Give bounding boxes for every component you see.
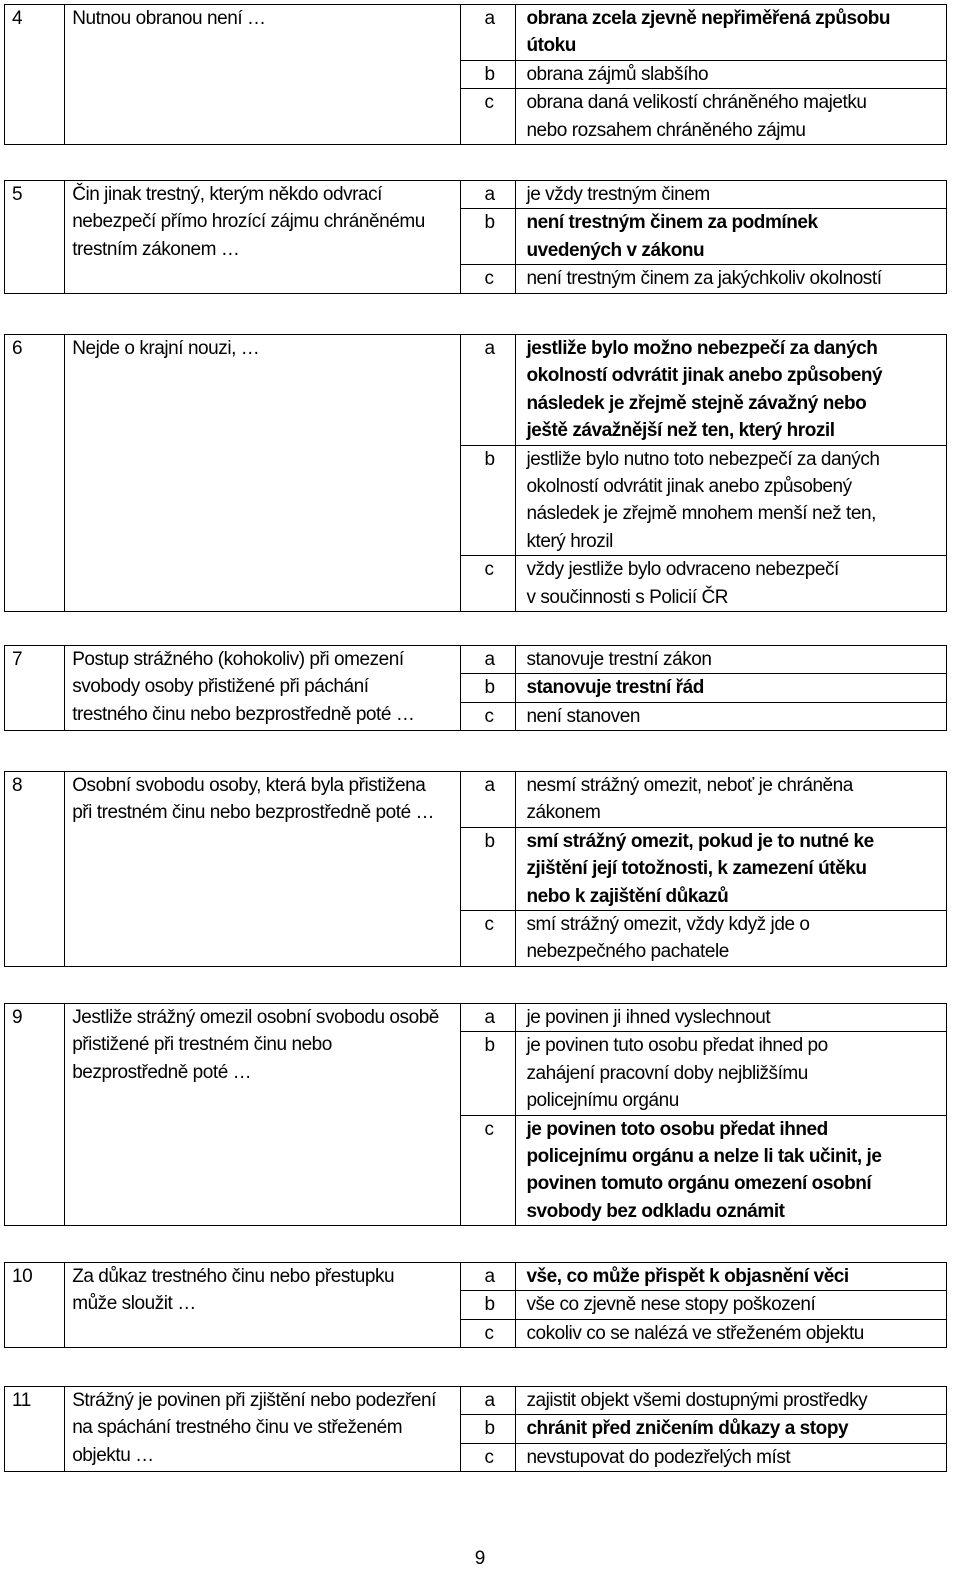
answer-text xyxy=(516,5,946,60)
answer-letter: c xyxy=(461,1444,516,1471)
answer-text-line: stanovuje trestní zákon xyxy=(526,649,712,670)
answer-text xyxy=(516,1032,946,1114)
answer-text xyxy=(516,828,946,910)
answer-option-b[interactable] xyxy=(461,827,946,910)
answer-letter: b xyxy=(461,209,516,264)
answer-option-a[interactable] xyxy=(461,1004,946,1031)
answer-text-line: chránit před zničením důkazy a stopy xyxy=(526,1418,849,1440)
question-text xyxy=(65,335,461,612)
answer-options xyxy=(461,181,947,294)
answer-option-b[interactable] xyxy=(461,1414,946,1442)
question-number-text: 6 xyxy=(12,338,23,359)
answer-option-c[interactable] xyxy=(461,264,946,292)
answer-text-line: zjištění její totožnosti, k zamezení útěku xyxy=(526,858,867,880)
answer-text-line: vždy jestliže bylo odvraceno nebezpečí xyxy=(526,559,839,581)
answer-text xyxy=(516,703,946,730)
answer-option-b[interactable] xyxy=(461,445,946,556)
question-number xyxy=(5,646,65,731)
question-text-line: Nutnou obranou není … xyxy=(72,8,266,29)
question-text-line: přistižené při trestném činu nebo xyxy=(72,1034,332,1056)
answer-text-line: smí strážný omezit, pokud je to nutné ke xyxy=(526,830,874,852)
answer-option-a[interactable] xyxy=(461,181,946,208)
question-number-text: 5 xyxy=(12,184,23,205)
answer-letter: b xyxy=(461,446,516,556)
answer-text-line: v součinnosti s Policií ČR xyxy=(526,586,729,608)
answer-text-line: cokoliv co se nalézá ve střeženém objektu xyxy=(526,1322,864,1344)
question-text xyxy=(65,1263,461,1348)
question-9 xyxy=(4,1003,947,1226)
answer-text-line: je vždy trestným činem xyxy=(526,184,710,205)
question-4 xyxy=(4,4,947,145)
answer-letter: a xyxy=(461,1004,516,1031)
answer-text xyxy=(516,265,946,292)
answer-option-a[interactable] xyxy=(461,772,946,827)
question-text-line: svobody osoby přistižené při páchání xyxy=(72,676,369,698)
answer-options xyxy=(461,1263,947,1348)
answer-letter: b xyxy=(461,1032,516,1114)
answer-option-c[interactable] xyxy=(461,1443,946,1471)
answer-text-line: který hrozil xyxy=(526,530,613,552)
answer-text xyxy=(516,335,946,445)
answer-text-line: následek je zřejmě stejně závažný nebo xyxy=(526,392,867,414)
answer-text-line: svobody bez odkladu oznámit xyxy=(526,1200,785,1222)
question-row xyxy=(5,772,947,967)
answer-text-line: okolností odvrátit jinak anebo způsobený xyxy=(526,475,852,497)
question-number-text: 8 xyxy=(12,775,23,796)
question-number-text: 9 xyxy=(12,1007,23,1028)
question-number xyxy=(5,1263,65,1348)
question-text-line: na spáchání trestného činu ve střeženém xyxy=(72,1417,403,1439)
answer-text-line: je povinen toto osobu předat ihned xyxy=(526,1118,828,1140)
answer-text-line: obrana daná velikostí chráněného majetku xyxy=(526,92,867,114)
question-number xyxy=(5,335,65,612)
answer-options xyxy=(461,5,947,145)
answer-options xyxy=(461,646,947,731)
answer-letter: b xyxy=(461,1415,516,1442)
answer-text-line: nesmí strážný omezit, neboť je chráněna xyxy=(526,775,853,796)
answer-text-line: není trestným činem za jakýchkoliv okolností xyxy=(526,268,882,290)
question-text-line: bezprostředně poté … xyxy=(72,1061,252,1083)
answer-text xyxy=(516,674,946,701)
question-row xyxy=(5,1387,947,1472)
answer-text-line: nebezpečného pachatele xyxy=(526,941,729,963)
answer-letter: c xyxy=(461,703,516,730)
answer-text xyxy=(516,1263,946,1290)
answer-text xyxy=(516,1320,946,1347)
answer-letter: b xyxy=(461,1291,516,1318)
answer-options xyxy=(461,335,947,612)
answer-text xyxy=(516,446,946,556)
question-7 xyxy=(4,645,947,731)
question-text xyxy=(65,1004,461,1226)
answer-option-a[interactable] xyxy=(461,1387,946,1414)
question-number xyxy=(5,772,65,967)
question-row xyxy=(5,1004,947,1226)
answer-options xyxy=(461,772,947,967)
answer-text xyxy=(516,181,946,208)
answer-text-line: zajistit objekt všemi dostupnými prostředky xyxy=(526,1390,868,1411)
question-text xyxy=(65,646,461,731)
question-text-line: může sloužit … xyxy=(72,1293,196,1315)
question-text-line: Postup strážného (kohokoliv) při omezení xyxy=(72,649,404,670)
question-row xyxy=(5,335,947,612)
answer-letter: a xyxy=(461,772,516,827)
answer-letter: c xyxy=(461,911,516,966)
question-text-line: Jestliže strážný omezil osobní svobodu osobě xyxy=(72,1007,439,1028)
question-5 xyxy=(4,180,947,294)
question-text-line: Osobní svobodu osoby, která byla přistižena xyxy=(72,775,426,796)
question-text-line: Nejde o krajní nouzi, … xyxy=(72,338,260,359)
answer-text-line: obrana zcela zjevně nepřiměřená způsobu xyxy=(526,8,891,29)
answer-text xyxy=(516,556,946,611)
answer-text-line: jestliže bylo nutno toto nebezpečí za daných xyxy=(526,448,880,470)
question-text-line: Za důkaz trestného činu nebo přestupku xyxy=(72,1266,395,1287)
answer-letter: a xyxy=(461,1263,516,1290)
question-row xyxy=(5,1263,947,1348)
question-text-line: objektu … xyxy=(72,1444,154,1466)
answer-text-line: je povinen tuto osobu předat ihned po xyxy=(526,1035,828,1057)
answer-option-b[interactable] xyxy=(461,208,946,264)
answer-text xyxy=(516,61,946,88)
answer-text xyxy=(516,911,946,966)
answer-text xyxy=(516,1387,946,1414)
answer-text xyxy=(516,209,946,264)
answer-option-c[interactable] xyxy=(461,1319,946,1347)
answer-text-line: není stanoven xyxy=(526,705,640,727)
answer-text-line: nebo k zajištění důkazů xyxy=(526,885,729,907)
answer-text-line: obrana zájmů slabšího xyxy=(526,63,709,85)
answer-option-b[interactable] xyxy=(461,673,946,701)
answer-option-c[interactable] xyxy=(461,555,946,611)
answer-option-b[interactable] xyxy=(461,1031,946,1114)
question-row xyxy=(5,181,947,294)
question-8 xyxy=(4,771,947,967)
answer-options xyxy=(461,1387,947,1472)
answer-text-line: nebo rozsahem chráněného zájmu xyxy=(526,119,806,141)
answer-text-line: smí strážný omezit, vždy když jde o xyxy=(526,913,810,935)
question-text xyxy=(65,772,461,967)
answer-letter: c xyxy=(461,556,516,611)
question-text xyxy=(65,5,461,145)
answer-text-line: uvedených v zákonu xyxy=(526,239,705,261)
question-6 xyxy=(4,334,947,612)
answer-letter: c xyxy=(461,89,516,144)
answer-letter: b xyxy=(461,674,516,701)
answer-text-line: policejnímu orgánu xyxy=(526,1090,679,1112)
question-row xyxy=(5,5,947,145)
answer-letter: c xyxy=(461,1116,516,1226)
question-10 xyxy=(4,1262,947,1348)
answer-option-a[interactable] xyxy=(461,5,946,60)
question-number xyxy=(5,1004,65,1226)
question-text-line: Čin jinak trestný, kterým někdo odvrací xyxy=(72,184,382,205)
answer-letter: a xyxy=(461,181,516,208)
answer-text-line: vše co zjevně nese stopy poškození xyxy=(526,1294,816,1316)
answer-text-line: zákonem xyxy=(526,802,601,824)
answer-text-line: stanovuje trestní řád xyxy=(526,677,704,699)
answer-letter: c xyxy=(461,1320,516,1347)
answer-letter: b xyxy=(461,61,516,88)
question-number-text: 4 xyxy=(12,8,23,29)
answer-text-line: je povinen ji ihned vyslechnout xyxy=(526,1007,771,1028)
question-number xyxy=(5,1387,65,1472)
question-11 xyxy=(4,1386,947,1472)
answer-text-line: ještě závažnější než ten, který hrozil xyxy=(526,420,835,442)
answer-letter: a xyxy=(461,1387,516,1414)
answer-text xyxy=(516,1444,946,1471)
answer-option-a[interactable] xyxy=(461,646,946,673)
question-number xyxy=(5,181,65,294)
answer-text xyxy=(516,1415,946,1442)
answer-text-line: není trestným činem za podmínek xyxy=(526,212,818,234)
answer-text xyxy=(516,646,946,673)
answer-text-line: útoku xyxy=(526,35,576,57)
answer-option-b[interactable] xyxy=(461,1290,946,1318)
answer-text-line: povinen tomuto orgánu omezení osobní xyxy=(526,1173,872,1195)
answer-text-line: nevstupovat do podezřelých míst xyxy=(526,1446,791,1468)
answer-text-line: následek je zřejmě mnohem menší než ten, xyxy=(526,503,876,525)
question-number-text: 7 xyxy=(12,649,23,670)
answer-letter: b xyxy=(461,828,516,910)
answer-text xyxy=(516,1004,946,1031)
answer-letter: a xyxy=(461,335,516,445)
answer-text-line: zahájení pracovní doby nejbližšímu xyxy=(526,1062,808,1084)
question-number-text: 11 xyxy=(12,1390,31,1411)
answer-text xyxy=(516,1116,946,1226)
answer-options xyxy=(461,1004,947,1226)
answer-text-line: okolností odvrátit jinak anebo způsobený xyxy=(526,365,883,387)
question-number xyxy=(5,5,65,145)
answer-text-line: vše, co může přispět k objasnění věci xyxy=(526,1266,849,1287)
answer-option-a[interactable] xyxy=(461,335,946,445)
answer-text xyxy=(516,89,946,144)
answer-letter: a xyxy=(461,5,516,60)
answer-option-c[interactable] xyxy=(461,702,946,730)
answer-letter: a xyxy=(461,646,516,673)
question-text-line: Strážný je povinen při zjištění nebo podezření xyxy=(72,1390,436,1411)
answer-option-b[interactable] xyxy=(461,60,946,88)
answer-letter: c xyxy=(461,265,516,292)
question-text xyxy=(65,1387,461,1472)
question-text-line: při trestném činu nebo bezprostředně poté … xyxy=(72,802,435,824)
answer-option-c[interactable] xyxy=(461,1115,946,1226)
answer-option-a[interactable] xyxy=(461,1263,946,1290)
answer-text xyxy=(516,1291,946,1318)
question-text-line: nebezpečí přímo hrozící zájmu chráněnému xyxy=(72,211,425,233)
question-text xyxy=(65,181,461,294)
question-text-line: trestného činu nebo bezprostředně poté … xyxy=(72,703,415,725)
answer-option-c[interactable] xyxy=(461,88,946,144)
answer-text-line: jestliže bylo možno nebezpečí za daných xyxy=(526,338,878,359)
answer-text xyxy=(516,772,946,827)
answer-option-c[interactable] xyxy=(461,910,946,966)
page-number: 9 xyxy=(474,1548,486,1569)
question-row xyxy=(5,646,947,731)
question-text-line: trestním zákonem … xyxy=(72,238,240,260)
answer-text-line: policejnímu orgánu a nelze li tak učinit, je xyxy=(526,1145,882,1167)
question-number-text: 10 xyxy=(12,1266,33,1287)
